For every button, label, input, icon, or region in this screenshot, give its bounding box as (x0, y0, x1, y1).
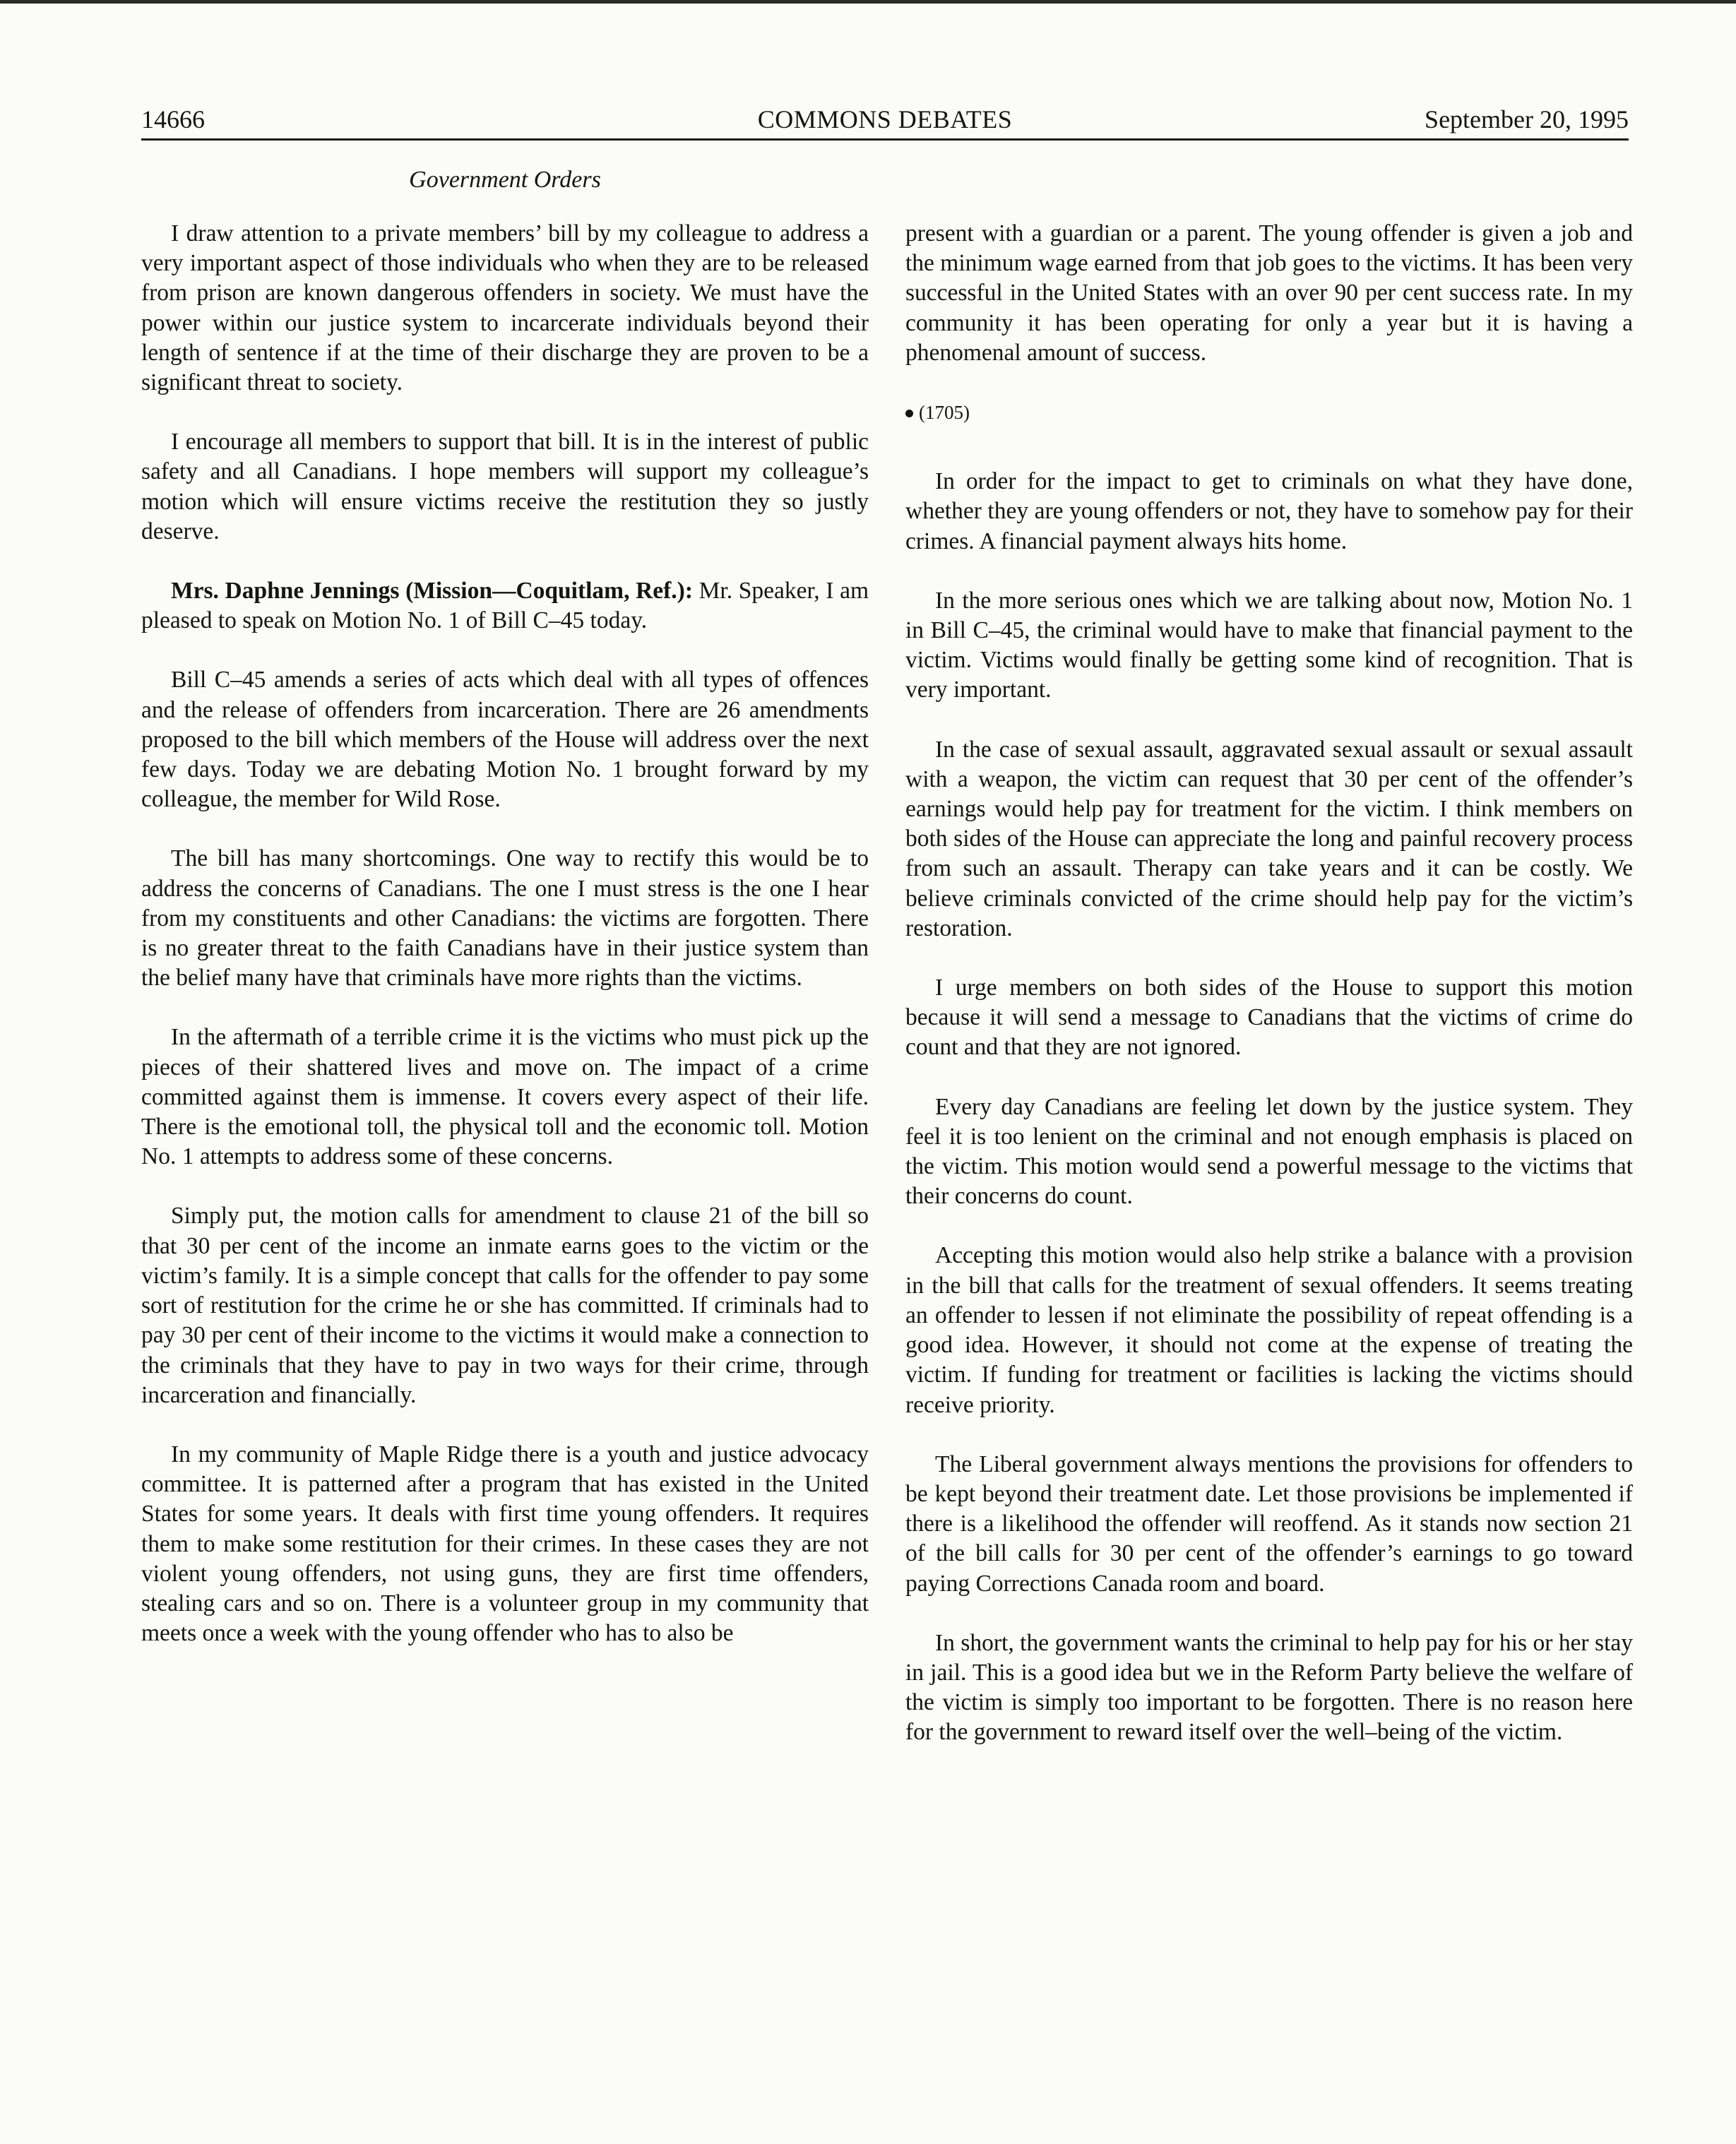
paragraph: In short, the government wants the criminal to help pay for his or her stay in jail. This is a good idea but we in the Reform Party believe the welfare of the victim is simply too important to be forgotten. There is no reason here for the government to reward itself over the well–being of the victim. (905, 1629, 1633, 1746)
paragraph: Simply put, the motion calls for amendment to clause 21 of the bill so that 30 per cent of the income an inmate earns goes to the victim or the victim’s family. It is a simple concept that calls for the offender to pay some sort of restitution for the crime he or she has committed. If criminals had to pay 30 per cent of their income to the victims it would make a connection to the criminals that they have to pay in two ways for their crime, through incarceration and financially. (141, 1203, 869, 1408)
paragraph: In order for the impact to get to criminals on what they have done, whether they are young offenders or not, they have to somehow pay for their crimes. A financial payment always hits home. (905, 468, 1633, 554)
paragraph: In my community of Maple Ridge there is a youth and justice advocacy committee. It is patterned after a program that has existed in the United States for some years. It deals with first time young offenders. It requires them to make some restitution for their crimes. In these cases they are not violent young offenders, not using guns, they are first time offenders, stealing cars and so on. There is a volunteer group in my community that meets once a week with the young offender who has to also be (141, 1441, 869, 1647)
right-column (905, 219, 1633, 1777)
paragraph: Every day Canadians are feeling let down by the justice system. They feel it is too lenient on the criminal and not enough emphasis is placed on the victim. This motion would send a powerful message to the victims that their concerns do count. (905, 1093, 1633, 1210)
paragraph: In the case of sexual assault, aggravated sexual assault or sexual assault with a weapon, the victim can request that 30 per cent of the offender’s earnings would help pay for treatment for the victim. I think members on both sides of the House can appreciate the long and painful recovery process from such an assault. Therapy can take years and it can be costly. We believe criminals convicted of the crime should help pay for the victim’s restoration. (905, 736, 1633, 941)
header-rule (141, 138, 1629, 141)
paragraph: In the aftermath of a terrible crime it is the victims who must pick up the pieces of their shattered lives and move on. The impact of a crime committed against them is immense. It covers every aspect of their life. There is the emotional toll, the physical toll and the economic toll. Motion No. 1 attempts to address some of these concerns. (141, 1024, 869, 1170)
scan-border (0, 0, 1736, 4)
bullet-icon (905, 410, 913, 417)
page-number: 14666 (141, 105, 205, 133)
paragraph-continued: present with a guardian or a parent. The young offender is given a job and the minimum wage earned from that job goes to the victims. It has been very successful in the United States with an over 90 per cent success rate. In my community it has been operating for only a year but it is having a phenomenal amount of success. (905, 220, 1633, 366)
speaker-name: Mrs. Daphne Jennings (Mission—Coquitlam, Ref.): (171, 578, 693, 605)
paragraph: Accepting this motion would also help strike a balance with a provision in the bill that calls for the treatment of sexual offenders. It seems treating an offender to lessen if not eliminate the possibility of repeat offending is a good idea. However, it should not come at the expense of treating the victim. If funding for treatment or facilities is lacking the victims should receive priority. (905, 1242, 1633, 1418)
time-marker-text: (1705) (919, 402, 970, 424)
paragraph: The Liberal government always mentions the provisions for offenders to be kept beyond their treatment date. Let those provisions be implemented if there is a likelihood the offender will reoffend. As it stands now section 21 of the bill calls for 30 per cent of the offender’s earnings to go toward paying Corrections Canada room and board. (905, 1451, 1633, 1597)
paragraph: I encourage all members to support that bill. It is in the interest of public safety and all Canadians. I hope members will support my colleague’s motion which will ensure victims receive the restitution they so justly deserve. (141, 429, 869, 544)
left-column (141, 219, 869, 1678)
paragraph: I urge members on both sides of the House to support this motion because it will send a message to Canadians that the victims of crime do count and that they are not ignored. (905, 975, 1633, 1061)
time-marker (905, 398, 1633, 427)
page-header (141, 99, 1629, 141)
paragraph: The bill has many shortcomings. One way to rectify this would be to address the concerns of Canadians. The one I must stress is the one I hear from my constituents and other Canadians: the victims are forgotten. There is no greater threat to the faith Canadians have in their justice system than the belief many have that criminals have more rights than the victims. (141, 845, 869, 991)
section-heading: Government Orders (409, 167, 601, 193)
publication-date: September 20, 1995 (1425, 105, 1629, 133)
speaker-text: Mr. Speaker, I am pleased to speak on Motion No. 1 of Bill C–45 today. (141, 578, 869, 634)
speaker-paragraph (141, 576, 869, 636)
paragraph: Bill C–45 amends a series of acts which deal with all types of offences and the release of offenders from incarceration. There are 26 amendments proposed to the bill which members of the House will address over the next few days. Today we are debating Motion No. 1 brought forward by my colleague, the member for Wild Rose. (141, 667, 869, 813)
publication-title: COMMONS DEBATES (757, 105, 1013, 133)
paragraph: I draw attention to a private members’ bill by my colleague to address a very important aspect of those individuals who when they are to be released from prison are known dangerous offenders in society. We must have the power within our justice system to incarcerate individuals beyond their length of sentence if at the time of their discharge they are proven to be a significant threat to society. (141, 220, 869, 396)
paragraph: In the more serious ones which we are talking about now, Motion No. 1 in Bill C–45, the criminal would have to make that financial payment to the victim. Victims would finally be getting some kind of recognition. That is very important. (905, 587, 1633, 703)
